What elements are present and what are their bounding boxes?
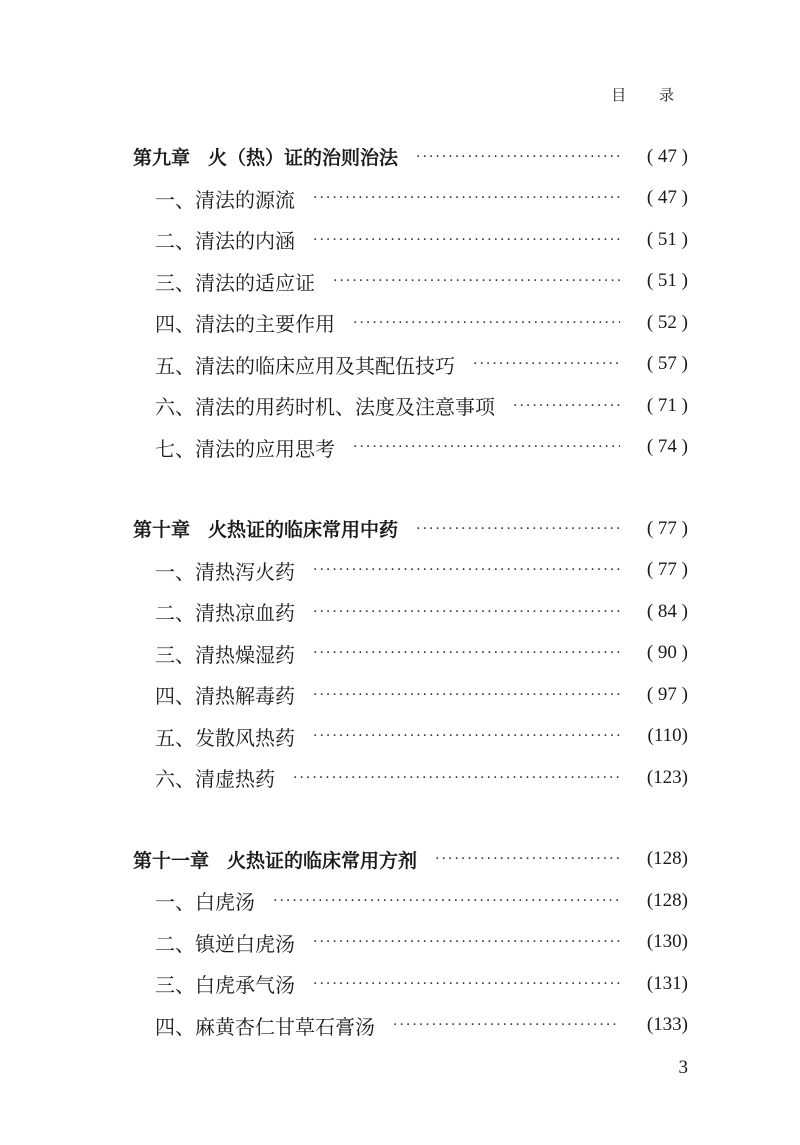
toc-section-chapter-10: [0, 508, 800, 799]
toc-chapter-entry[interactable]: [0, 136, 800, 178]
item-title: 四、清法的主要作用: [155, 312, 335, 337]
chapter-number: 第九章: [133, 147, 191, 170]
dot-leader: [293, 770, 620, 786]
chapter-number: 第十一章: [133, 849, 210, 872]
item-title: 五、发散风热药: [155, 725, 295, 750]
toc-item[interactable]: [0, 922, 800, 964]
page-number: ( 57 ): [646, 353, 688, 375]
toc-chapter-entry[interactable]: [0, 839, 800, 881]
item-title: 三、白虎承气汤: [155, 973, 295, 998]
dot-leader: [313, 645, 620, 661]
item-title: 一、清法的源流: [155, 187, 295, 212]
item-title: 七、清法的应用思考: [155, 436, 335, 461]
toc-item[interactable]: [0, 385, 800, 427]
toc-item[interactable]: [0, 1005, 800, 1047]
dot-leader: [353, 439, 620, 455]
page-number: (131): [646, 972, 688, 994]
toc-section-chapter-11: [0, 839, 800, 1047]
page-number: ( 47 ): [646, 145, 688, 167]
page-number: ( 97 ): [646, 683, 688, 705]
page-number: (128): [646, 848, 688, 870]
item-title: 一、清热泻火药: [155, 559, 295, 584]
page-number: ( 51 ): [646, 228, 688, 250]
page-number: ( 77 ): [646, 517, 688, 539]
dot-leader: [313, 232, 620, 248]
toc-item[interactable]: [0, 757, 800, 799]
toc-item[interactable]: [0, 344, 800, 386]
toc-item[interactable]: [0, 178, 800, 220]
toc-item[interactable]: [0, 633, 800, 675]
item-title: 二、镇逆白虎汤: [155, 931, 295, 956]
toc-item[interactable]: [0, 261, 800, 303]
item-title: 四、麻黄杏仁甘草石膏汤: [155, 1014, 375, 1039]
page-number: (123): [646, 766, 688, 788]
item-title: 三、清法的适应证: [155, 270, 315, 295]
dot-leader: [416, 149, 620, 165]
page-number: ( 84 ): [646, 600, 688, 622]
dot-leader: [273, 893, 620, 909]
dot-leader: [313, 190, 620, 206]
toc-item[interactable]: [0, 880, 800, 922]
table-of-contents: [0, 136, 800, 1086]
page-number: ( 47 ): [646, 187, 688, 209]
dot-leader: [513, 398, 620, 414]
toc-item[interactable]: [0, 716, 800, 758]
dot-leader: [313, 604, 620, 620]
item-title: 六、清法的用药时机、法度及注意事项: [155, 395, 495, 420]
toc-item[interactable]: [0, 591, 800, 633]
toc-chapter-entry[interactable]: [0, 508, 800, 550]
item-title: 二、清法的内涵: [155, 229, 295, 254]
dot-leader: [473, 356, 620, 372]
toc-item[interactable]: [0, 550, 800, 592]
toc-item[interactable]: [0, 963, 800, 1005]
item-title: 四、清热解毒药: [155, 684, 295, 709]
toc-item[interactable]: [0, 674, 800, 716]
page-number: (130): [646, 931, 688, 953]
dot-leader: [416, 521, 620, 537]
page-number: ( 90 ): [646, 642, 688, 664]
dot-leader: [393, 1017, 620, 1033]
page-number: (133): [646, 1014, 688, 1036]
dot-leader: [313, 976, 620, 992]
chapter-number: 第十章: [133, 519, 191, 542]
chapter-title: 火热证的临床常用中药: [208, 519, 399, 542]
toc-section-chapter-9: [0, 136, 800, 468]
item-title: 二、清热凉血药: [155, 601, 295, 626]
item-title: 一、白虎汤: [155, 890, 255, 915]
toc-item[interactable]: [0, 427, 800, 469]
dot-leader: [313, 934, 620, 950]
page-number: (128): [646, 889, 688, 911]
page-number: ( 71 ): [646, 394, 688, 416]
chapter-title: 火热证的临床常用方剂: [227, 849, 418, 872]
toc-item[interactable]: [0, 219, 800, 261]
dot-leader: [435, 851, 620, 867]
item-title: 六、清虚热药: [155, 767, 275, 792]
dot-leader: [353, 315, 620, 331]
chapter-title: 火（热）证的治则治法: [208, 147, 399, 170]
dot-leader: [333, 273, 620, 289]
page-number: (110): [647, 725, 688, 747]
page-number: ( 77 ): [646, 559, 688, 581]
item-title: 五、清法的临床应用及其配伍技巧: [155, 353, 455, 378]
dot-leader: [313, 687, 620, 703]
page-number: ( 52 ): [646, 311, 688, 333]
page-number: ( 51 ): [646, 270, 688, 292]
item-title: 三、清热燥湿药: [155, 642, 295, 667]
toc-item[interactable]: [0, 302, 800, 344]
page-number: ( 74 ): [646, 436, 688, 458]
running-head: 目 录: [611, 86, 688, 104]
dot-leader: [313, 562, 620, 578]
dot-leader: [313, 728, 620, 744]
page-folio-number: 3: [678, 1057, 688, 1078]
